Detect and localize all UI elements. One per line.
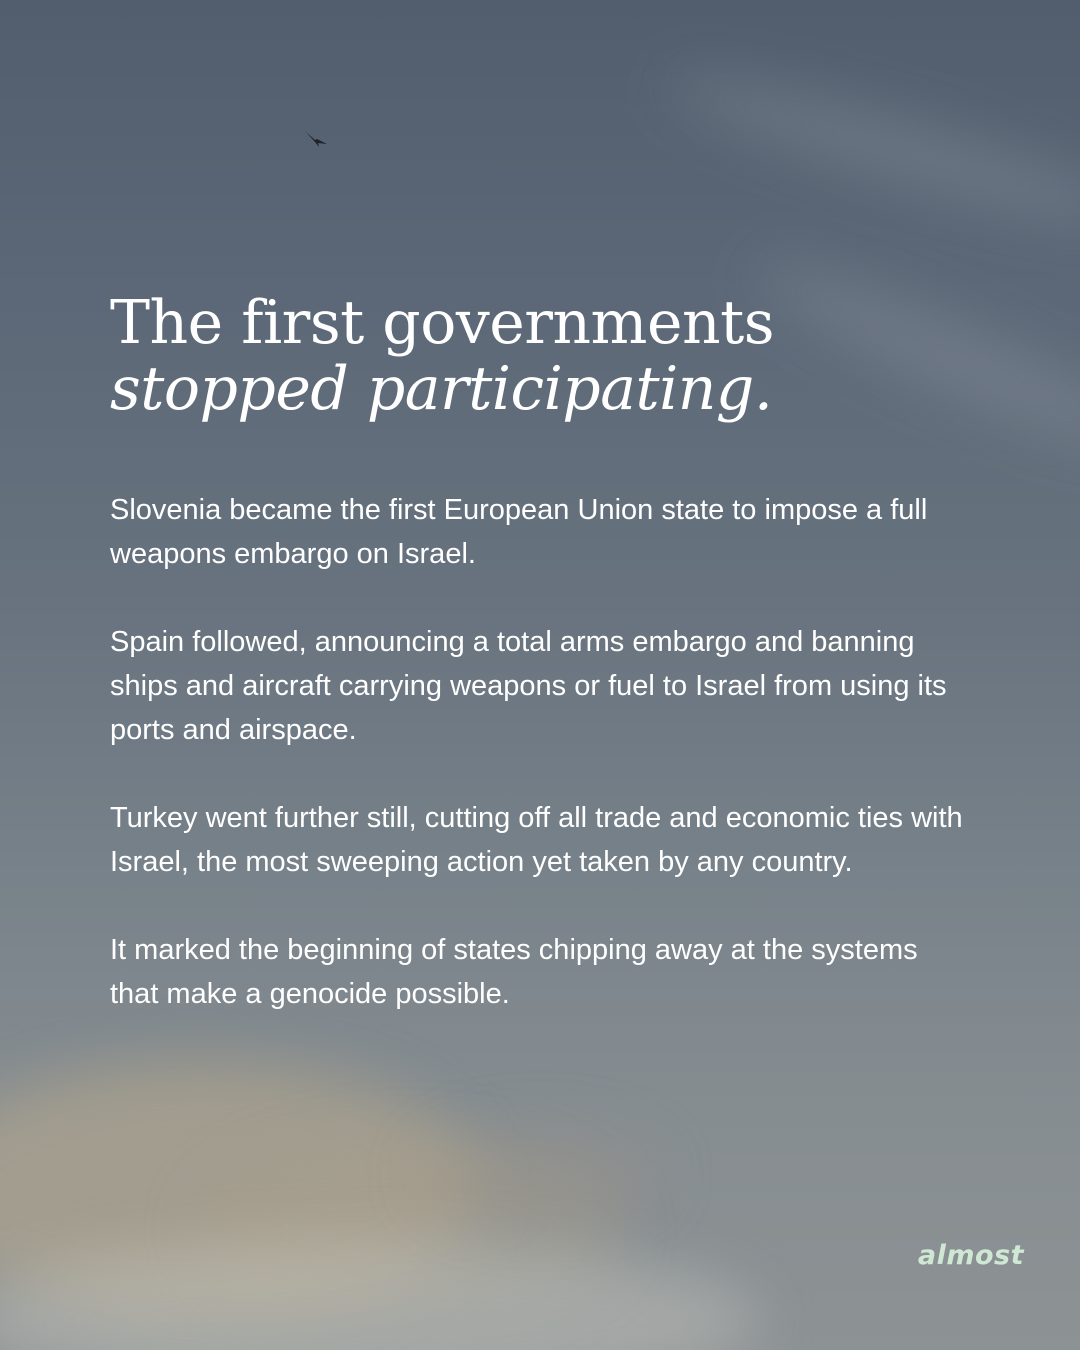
cloud bbox=[0, 1240, 760, 1350]
headline-line-2: stopped participating. bbox=[110, 354, 773, 424]
content-block bbox=[110, 290, 970, 1016]
paragraph-turkey: Turkey went further still, cutting off all trade and economic ties with Israel, the most sweeping action yet taken by any country. bbox=[110, 802, 963, 878]
headline-line-1: The first governments bbox=[110, 288, 775, 358]
headline bbox=[110, 290, 970, 422]
paragraph-spain: Spain followed, announcing a total arms embargo and banning ships and aircraft carrying weapons or fuel to Israel from using its ports and airspace. bbox=[110, 626, 947, 746]
cloud-wisp bbox=[661, 55, 1080, 245]
paragraph-conclusion: It marked the beginning of states chipping away at the systems that make a genocide possible. bbox=[110, 934, 918, 1010]
bird-icon bbox=[304, 130, 330, 150]
paragraph-slovenia: Slovenia became the first European Union state to impose a full weapons embargo on Israel. bbox=[110, 494, 928, 570]
cloud bbox=[420, 1130, 660, 1220]
brand-logo: almost bbox=[917, 1240, 1024, 1271]
